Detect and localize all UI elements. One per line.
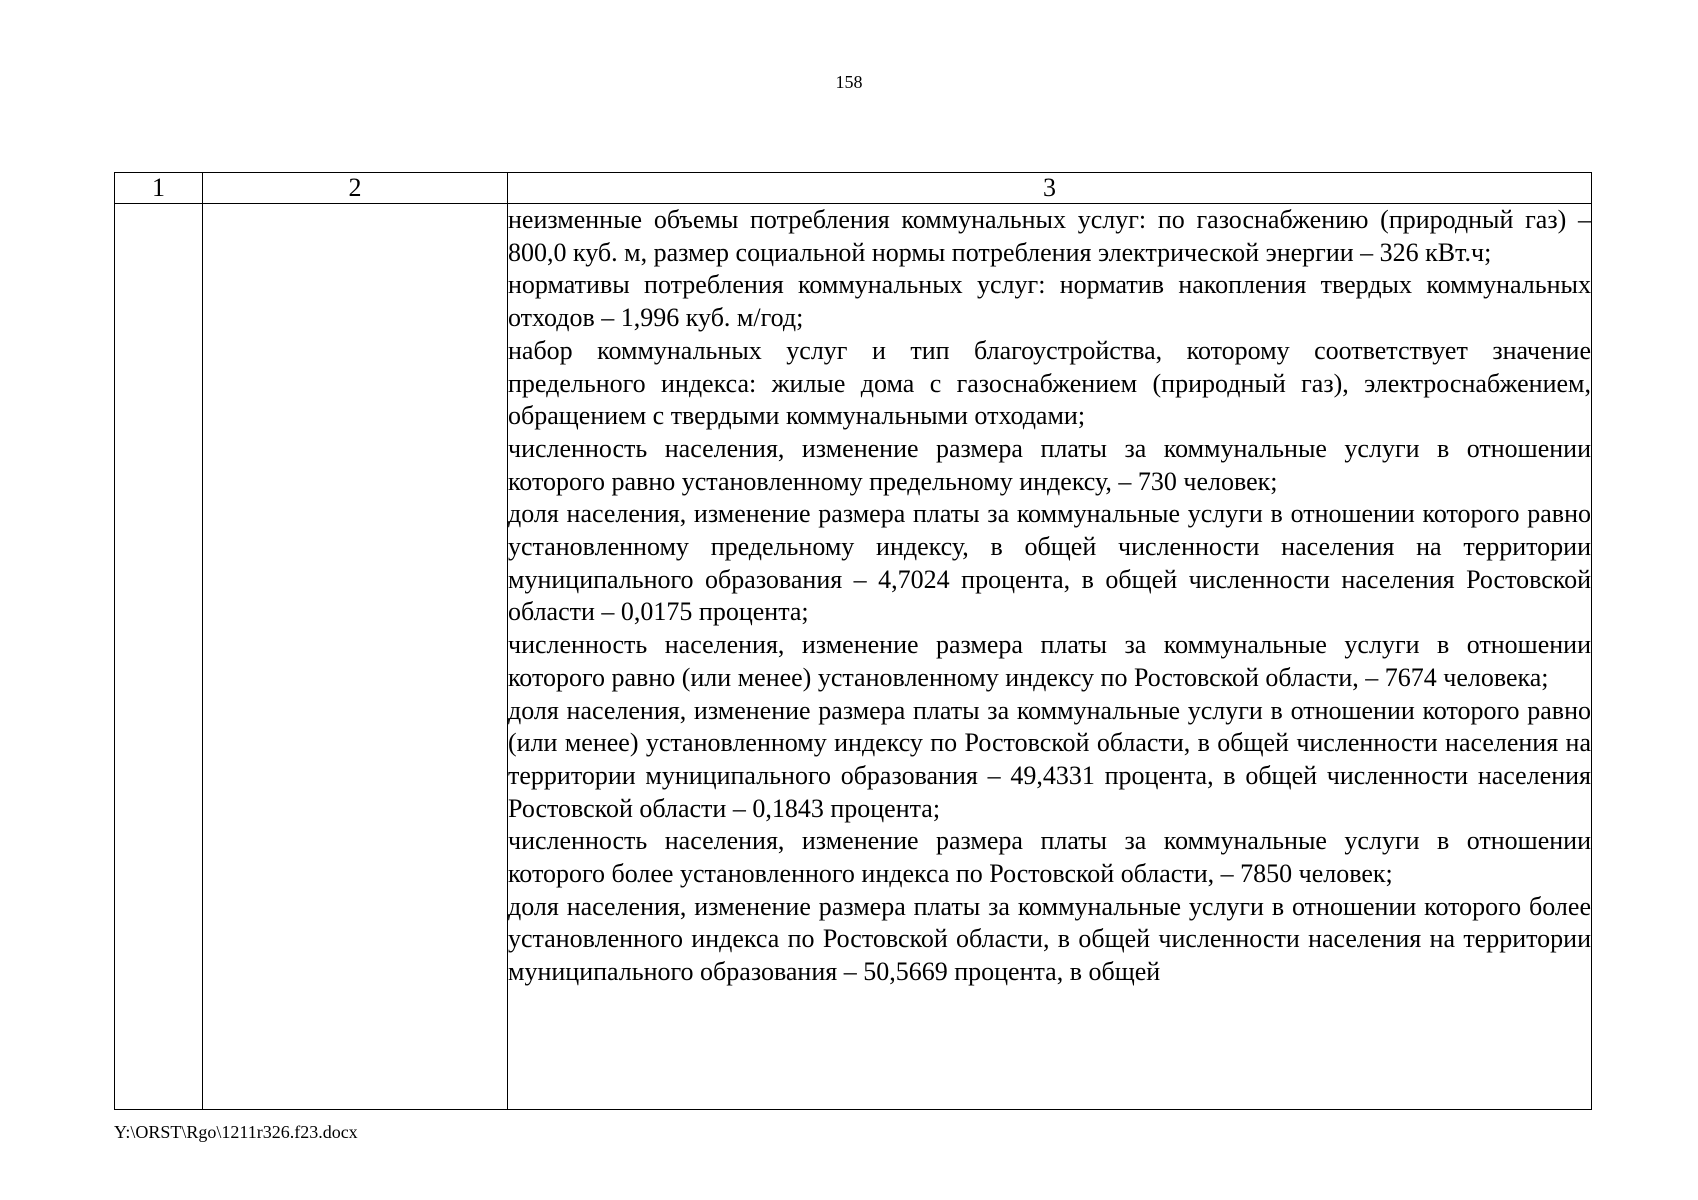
footer-file-path: Y:\ORST\Rgo\1211r326.f23.docx	[114, 1122, 358, 1142]
content-table	[114, 172, 1592, 1110]
paragraph: численность населения, изменение размера платы за коммунальные услуги в отношении которого более установленного индекса по Ростовской области, – 7850 человек;	[508, 826, 1591, 889]
column-header-3: 3	[508, 173, 1592, 204]
table-header-row	[115, 173, 1592, 204]
paragraph: неизменные объемы потребления коммунальных услуг: по газоснабжению (природный газ) – 800,0 куб. м, размер социальной нормы потребления электрической энергии – 326 кВт.ч;	[508, 205, 1591, 267]
paragraph: набор коммунальных услуг и тип благоустройства, которому соответствует значение предельного индекса: жилые дома с газоснабжением (природный газ), электроснабжением, обращением с твердыми коммунальными отходами;	[508, 335, 1591, 431]
paragraph: нормативы потребления коммунальных услуг: норматив накопления твердых коммунальных отходов – 1,996 куб. м/год;	[508, 270, 1591, 333]
cell-col1	[115, 204, 203, 1110]
cell-col3	[508, 204, 1592, 1110]
column-header-1: 1	[115, 173, 203, 204]
paragraph: доля населения, изменение размера платы за коммунальные услуги в отношении которого равно (или менее) установленному индексу по Ростовской области, в общей численности населения на территории муниципального образования – 49,4331 процента, в общей численности населения Ростовской области – 0,1843 процента;	[508, 695, 1591, 823]
cell-col2	[203, 204, 508, 1110]
paragraph: численность населения, изменение размера платы за коммунальные услуги в отношении которого равно установленному предельному индексу, – 730 человек;	[508, 433, 1591, 496]
paragraph: численность населения, изменение размера платы за коммунальные услуги в отношении которого равно (или менее) установленному индексу по Ростовской области, – 7674 человека;	[508, 630, 1591, 692]
paragraph: доля населения, изменение размера платы за коммунальные услуги в отношении которого равно установленному предельному индексу, в общей численности населения на территории муниципального образования – 4,7024 процента, в общей численности населения Ростовской области – 0,0175 процента;	[508, 499, 1591, 627]
paragraph: доля населения, изменение размера платы за коммунальные услуги в отношении которого более установленного индекса по Ростовской области, в общей численности населения на территории муниципального образования – 50,5669 процента, в общей	[508, 891, 1591, 987]
table-row	[115, 204, 1592, 1110]
page-number: 158	[835, 72, 863, 92]
column-header-2: 2	[203, 173, 508, 204]
